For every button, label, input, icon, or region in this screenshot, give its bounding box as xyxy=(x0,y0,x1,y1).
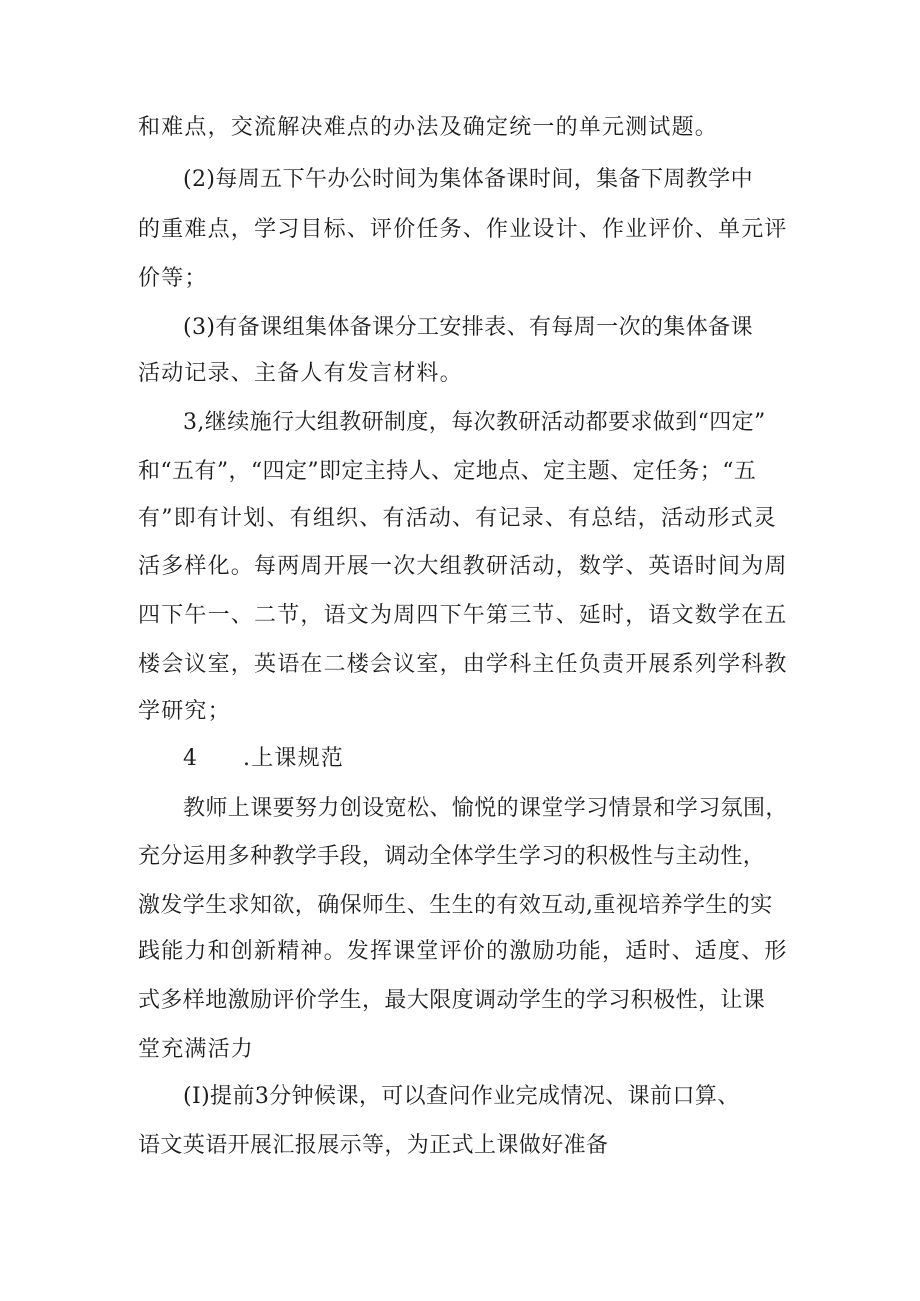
paragraph-line: 四下午一、二节，语文为周四下午第三节、延时，语文数学在五 xyxy=(138,603,788,628)
paragraph-line: 式多样地激励评价学生，最大限度调动学生的学习积极性，让课 xyxy=(138,988,766,1013)
paragraph-line: 充分运用多种教学手段，调动全体学生学习的积极性与主动性， xyxy=(138,844,766,869)
paragraph-line: 践能力和创新精神。发挥课堂评价的激励功能，适时、适度、形 xyxy=(138,939,788,964)
paragraph-line: 堂充满活力 xyxy=(138,1037,255,1062)
paragraph-line: 和难点，交流解决难点的办法及确定统一的单元测试题。 xyxy=(138,115,719,140)
paragraph-line: (2)每周五下午办公时间为集体备课时间，集备下周教学中 xyxy=(183,167,753,192)
section-heading: .上课规范 xyxy=(243,746,344,771)
paragraph-line: 学研究； xyxy=(138,699,231,724)
paragraph-line: 活多样化。每两周开展一次大组教研活动，数学、英语时间为周 xyxy=(138,554,788,579)
paragraph-line: 教师上课要努力创设宽松、愉悦的课堂学习情景和学习氛围， xyxy=(183,796,788,821)
paragraph-line: 和“五有”，“四定”即定主持人、定地点、定主题、定任务；“五 xyxy=(138,459,757,484)
paragraph-line: 激发学生求知欲，确保师生、生生的有效互动,重视培养学生的实 xyxy=(138,893,773,918)
paragraph-line: 楼会议室，英语在二楼会议室，由学科主任负责开展系列学科教 xyxy=(138,652,788,677)
paragraph-line: 3,继续施行大组教研制度，每次教研活动都要求做到“四定” xyxy=(183,410,766,435)
paragraph-line: (3)有备课组集体备课分工安排表、有每周一次的集体备课 xyxy=(183,315,753,340)
paragraph-line: (I)提前3分钟候课，可以查问作业完成情况、课前口算、 xyxy=(183,1084,740,1109)
paragraph-line: 语文英语开展汇报展示等，为正式上课做好准备 xyxy=(138,1133,609,1158)
paragraph-line: 价等； xyxy=(138,266,208,291)
section-number: 4 xyxy=(183,746,197,771)
paragraph-line: 有”即有计划、有组织、有活动、有记录、有总结，活动形式灵 xyxy=(138,506,777,531)
paragraph-line: 活动记录、主备人有发言材料。 xyxy=(138,361,463,386)
paragraph-line: 的重难点，学习目标、评价任务、作业设计、作业评价、单元评 xyxy=(138,217,788,242)
